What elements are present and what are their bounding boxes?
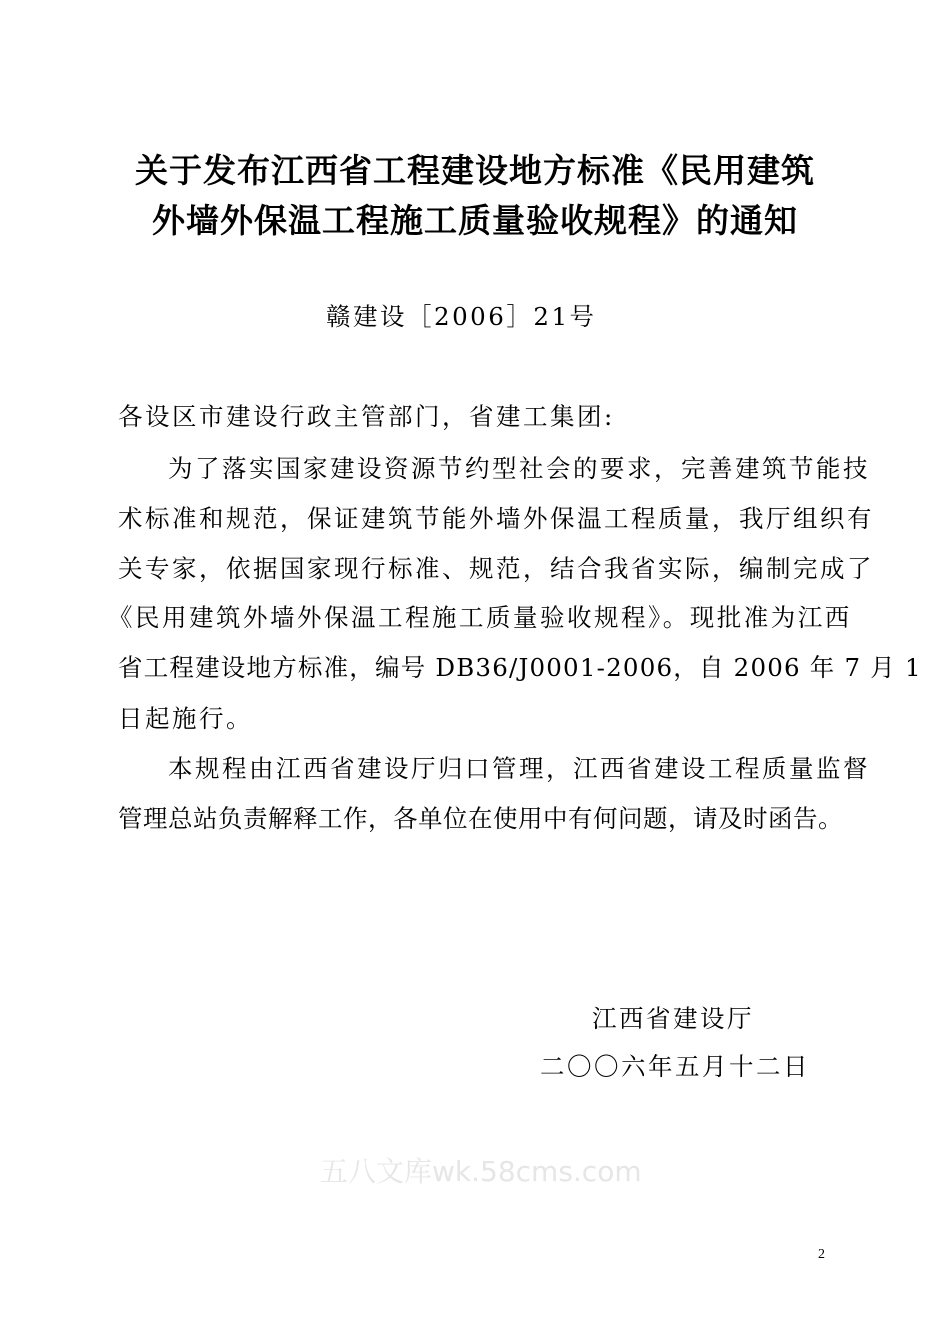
title-line-1: 关于发布江西省工程建设地方标准《民用建筑 [135,151,815,190]
document-number: 赣建设［2006］21号 [326,302,597,331]
issue-date: 二〇〇六年五月十二日 [540,1052,810,1081]
paragraph2-line: 管理总站负责解释工作，各单位在使用中有何问题，请及时函告。 [118,804,843,833]
watermark: 五八文库wk.58cms.com [320,1155,642,1188]
paragraph1-line: 关专家，依据国家现行标准、规范，结合我省实际，编制完成了 [118,554,874,583]
paragraph1-line: 术标准和规范，保证建筑节能外墙外保温工程质量，我厅组织有 [118,504,874,533]
paragraph2-line: 本规程由江西省建设厅归口管理，江西省建设工程质量监督 [168,754,870,783]
issuer-signature: 江西省建设厅 [592,1004,754,1033]
title-line-2: 外墙外保温工程施工质量验收规程》的通知 [152,201,798,240]
paragraph1-line: 省工程建设地方标准，编号 DB36/J0001-2006，自 2006 年 7 月 1 [118,653,922,682]
paragraph1-line: 日起施行。 [118,704,253,733]
salutation: 各设区市建设行政主管部门，省建工集团: [118,402,615,431]
paragraph1-line: 为了落实国家建设资源节约型社会的要求，完善建筑节能技 [168,454,870,483]
page-number: 2 [818,1247,825,1262]
paragraph1-line: 《民用建筑外墙外保温工程施工质量验收规程》。现批准为江西 [108,603,852,632]
